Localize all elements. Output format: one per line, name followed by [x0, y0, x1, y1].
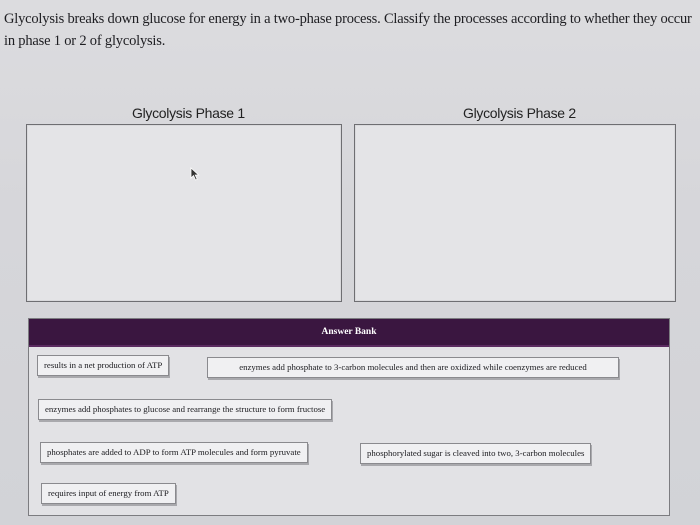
answer-bank — [28, 318, 670, 516]
answer-chip-net-atp[interactable]: results in a net production of ATP — [37, 355, 169, 376]
mouse-cursor-icon — [190, 167, 200, 181]
phase-1-drop-zone[interactable] — [26, 124, 342, 302]
answer-chip-input-energy[interactable]: requires input of energy from ATP — [41, 483, 176, 504]
answer-chip-phosphate-3-carbon[interactable]: enzymes add phosphate to 3-carbon molecules and then are oxidized while coenzymes are reduced — [207, 357, 619, 378]
phase-2-title: Glycolysis Phase 2 — [463, 105, 576, 121]
phase-1-title: Glycolysis Phase 1 — [132, 105, 245, 121]
phase-2-drop-zone[interactable] — [354, 124, 676, 302]
answer-bank-title: Answer Bank — [29, 319, 669, 347]
answer-chip-phosphates-glucose[interactable]: enzymes add phosphates to glucose and rearrange the structure to form fructose — [38, 399, 332, 420]
answer-chip-sugar-cleaved[interactable]: phosphorylated sugar is cleaved into two, 3-carbon molecules — [360, 443, 591, 464]
answer-chip-adp-to-atp[interactable]: phosphates are added to ADP to form ATP molecules and form pyruvate — [40, 442, 308, 463]
question-text: Glycolysis breaks down glucose for energy in a two-phase process. Classify the processes according to whether they occur in phase 1 or 2 of glycolysis. — [4, 11, 692, 49]
